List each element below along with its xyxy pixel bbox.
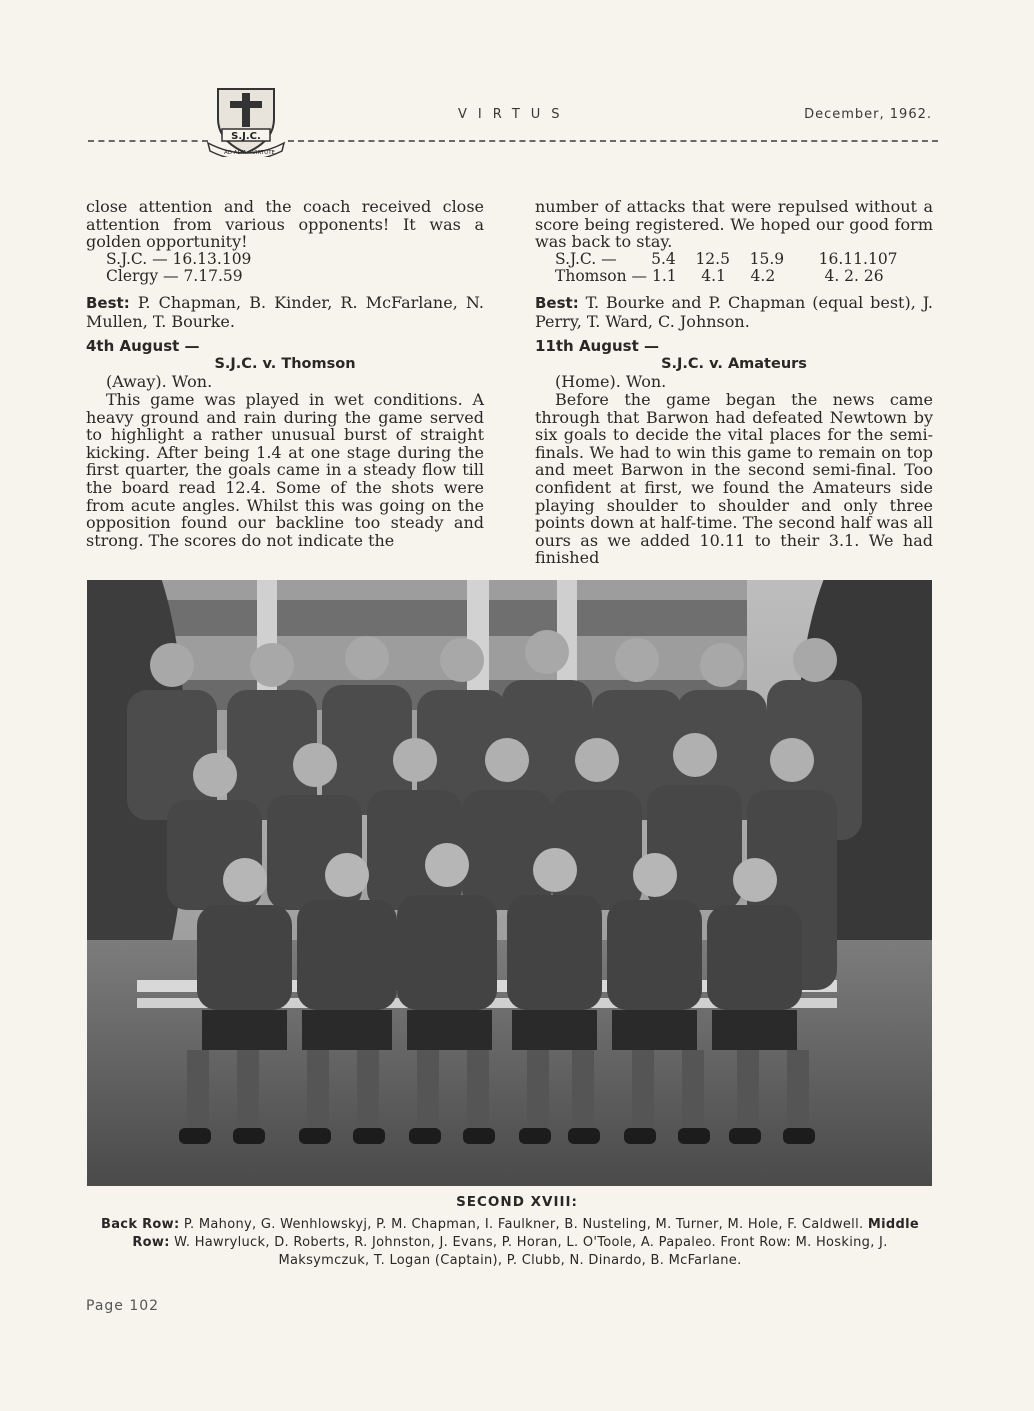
- running-title: VIRTUS: [458, 107, 571, 122]
- team-photo-image: [87, 580, 932, 1186]
- header-rule-left: [88, 140, 208, 142]
- school-crest-icon: [206, 85, 286, 157]
- right-column: [535, 198, 933, 567]
- middle-row-label: Middle Row:: [132, 1217, 919, 1250]
- photo-caption: [86, 1216, 934, 1270]
- front-row-names: M. Hosking, J. Maksymczuk, T. Logan (Captain), P. Clubb, N. Dinardo, B. McFarlane.: [278, 1235, 888, 1268]
- left-column: [86, 198, 484, 549]
- paragraph: Before the game began the news came through that Barwon had defeated Newtown by six goals to decide the vital places for the semi-finals. We had to win this game to remain on top and meet Barwon in the second semi-final. Too confident at first, we found the Amateurs side playing shoulder to shoulder and only three points down at half-time. The second half was all ours as we added 10.11 to their 3.1. We had finished: [535, 389, 933, 568]
- score-line: S.J.C. — 5.4 12.5 15.9 16.11.107: [555, 249, 898, 268]
- header-rule-right: [288, 140, 938, 142]
- svg-text:VIRTUTE: VIRTUTE: [252, 150, 276, 156]
- svg-text:AD ALTA: AD ALTA: [224, 150, 247, 156]
- page-header: [88, 85, 938, 160]
- date-heading: 11th August —: [535, 337, 659, 356]
- back-row-label: Back Row:: [101, 1217, 180, 1232]
- best-players: Best: P. Chapman, B. Kinder, R. McFarlane, N. Mullen, T. Bourke.: [86, 292, 484, 331]
- match-title: S.J.C. v. Thomson: [214, 355, 356, 372]
- page-number: Page 102: [86, 1298, 160, 1314]
- venue-result: (Home). Won.: [555, 372, 667, 392]
- middle-row-names: W. Hawryluck, D. Roberts, R. Johnston, J. Evans, P. Horan, L. O'Toole, A. Papaleo.: [174, 1235, 716, 1250]
- best-players: Best: T. Bourke and P. Chapman (equal best), J. Perry, T. Ward, C. Johnson.: [535, 292, 933, 331]
- photo-caption-title: SECOND XVIII:: [456, 1194, 578, 1210]
- issue-date: December, 1962.: [804, 107, 932, 122]
- front-row-label: Front Row:: [720, 1235, 792, 1250]
- score-line: S.J.C. — 16.13.109: [106, 249, 252, 268]
- team-photograph: [87, 580, 932, 1186]
- match-title: S.J.C. v. Amateurs: [661, 355, 807, 372]
- score-line: Thomson — 1.1 4.1 4.2 4. 2. 26: [555, 267, 884, 286]
- date-heading: 4th August —: [86, 337, 200, 356]
- paragraph: number of attacks that were repulsed without a score being registered. We hoped our good form was back to stay.: [535, 197, 933, 252]
- svg-text:S.J.C.: S.J.C.: [231, 131, 261, 142]
- venue-result: (Away). Won.: [106, 372, 213, 392]
- paragraph: This game was played in wet conditions. A heavy ground and rain during the game served to highlight a rather unusual burst of straight kicking. After being 1.4 at one stage during the first quarter, the goals came in a steady flow till the board read 12.4. Some of the shots were from acute angles. Whilst this was going on the opposition found our backline too steady and strong. The scores do not indicate the: [86, 389, 484, 550]
- back-row-names: P. Mahony, G. Wenhlowskyj, P. M. Chapman, I. Faulkner, B. Nusteling, M. Turner, M. Hole, F. Caldwell.: [183, 1217, 864, 1232]
- paragraph: close attention and the coach received close attention from various opponents! It was a golden opportunity!: [86, 197, 484, 252]
- score-line: Clergy — 7.17.59: [106, 267, 243, 286]
